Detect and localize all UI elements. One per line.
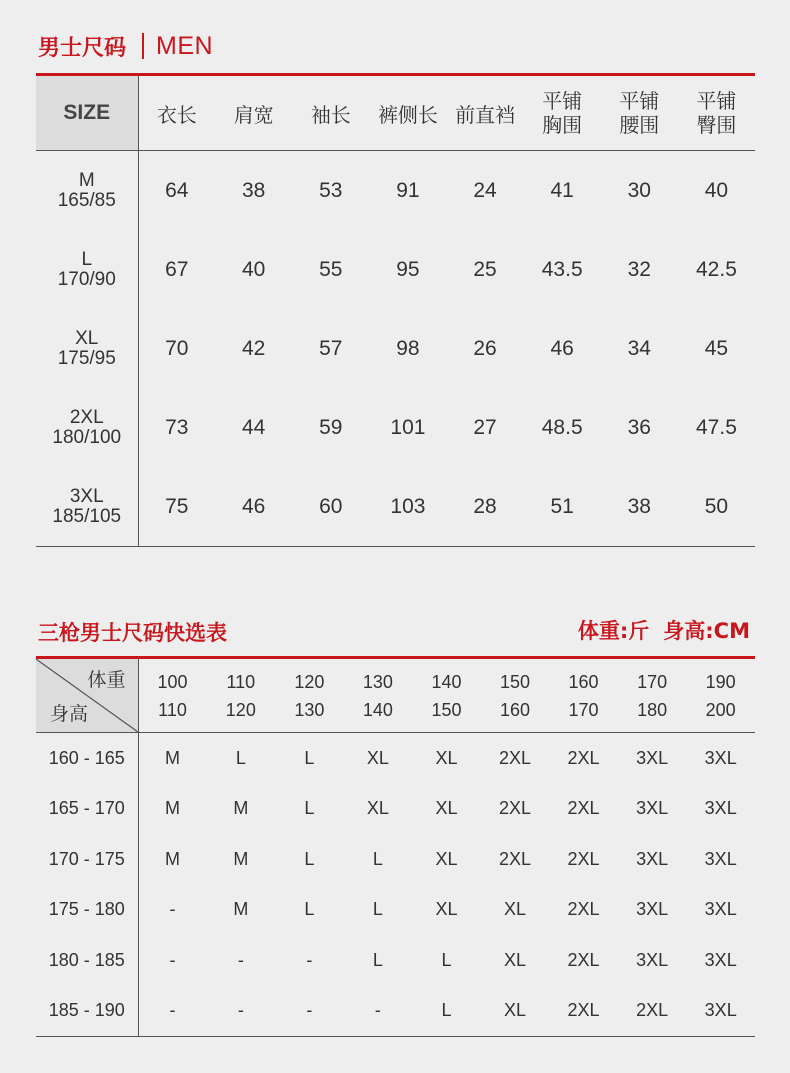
measure-cell: 45 — [704, 336, 729, 360]
weight-from: 170 — [637, 671, 668, 692]
size-cell: - — [237, 949, 244, 970]
size-cell: - — [207, 986, 276, 1037]
size-cell: XL — [481, 986, 550, 1037]
size-cell: XL — [366, 798, 389, 819]
table-row — [36, 834, 755, 885]
quick-chart-title: 三枪男士尺码快选表 — [38, 621, 227, 645]
table-row — [36, 388, 755, 467]
size-cell: XL — [366, 747, 389, 768]
size-cell: 3XL — [636, 949, 669, 970]
weight-range-header — [686, 659, 755, 733]
size-label: 2XL — [69, 406, 104, 428]
size-cell — [36, 309, 138, 388]
header-line: 平铺 — [619, 89, 660, 113]
size-cell: 2XL — [567, 798, 600, 819]
size-cell: 3XL — [704, 747, 737, 768]
size-cell: - — [138, 986, 207, 1037]
unit-legend — [578, 615, 750, 645]
size-cell: 2XL — [567, 747, 600, 768]
measure-cell: 95 — [396, 257, 420, 281]
size-cell: XL — [435, 747, 458, 768]
measure-cell: 28 — [447, 467, 524, 547]
size-cell: 2XL — [498, 798, 532, 819]
size-cell: 3XL — [636, 899, 669, 920]
body-spec: 180/100 — [52, 426, 122, 448]
weight-from: 130 — [362, 671, 393, 692]
men-size-table — [36, 76, 755, 547]
size-cell: 2XL — [567, 848, 600, 869]
measure-cell: 55 — [319, 257, 343, 281]
table-row — [36, 885, 755, 936]
size-cell: 3XL — [636, 747, 669, 768]
size-cell: - — [344, 986, 413, 1037]
size-cell: 2XL — [498, 848, 532, 869]
weight-to: 130 — [294, 699, 325, 720]
size-cell: XL — [435, 899, 458, 920]
measure-cell: 25 — [473, 257, 497, 281]
size-label: M — [78, 169, 95, 191]
header-line: 平铺 — [696, 89, 737, 113]
weight-from: 140 — [431, 671, 462, 692]
measure-cell: 67 — [165, 257, 189, 281]
measure-cell: 26 — [473, 336, 497, 360]
height-range-cell: 175 - 180 — [36, 885, 138, 936]
weight-to: 160 — [499, 699, 531, 720]
size-cell: XL — [435, 798, 458, 819]
header-line: 胸围 — [542, 113, 583, 137]
weight-to: 200 — [705, 699, 736, 720]
title-cn: 男士尺码 — [38, 35, 127, 61]
measure-cell: 40 — [242, 257, 266, 281]
table-row — [36, 309, 755, 388]
weight-to: 170 — [568, 699, 599, 720]
quick-size-table — [36, 659, 755, 1037]
measure-cell: 41 — [550, 178, 574, 202]
measure-header — [601, 76, 678, 151]
size-cell — [36, 151, 138, 231]
unit-height: 身高:CM — [663, 619, 750, 643]
weight-to: 110 — [158, 699, 187, 720]
weight-to: 140 — [362, 699, 393, 720]
measure-cell: 36 — [627, 415, 651, 439]
size-cell: 3XL — [636, 798, 669, 819]
weight-to: 120 — [225, 699, 256, 720]
weight-range-header — [344, 659, 413, 733]
size-cell: XL — [503, 949, 527, 970]
height-range-cell: 185 - 190 — [36, 986, 138, 1037]
weight-range-header — [481, 659, 550, 733]
height-range-cell: 160 - 165 — [36, 733, 138, 784]
measure-cell: 38 — [242, 178, 266, 202]
weight-range-header — [138, 659, 207, 733]
title-en: MEN — [156, 31, 214, 60]
body-spec: 165/85 — [57, 189, 116, 211]
measure-cell: 73 — [165, 415, 189, 439]
size-cell: 2XL — [549, 986, 618, 1037]
size-label: 3XL — [69, 485, 104, 507]
size-cell: XL — [503, 899, 527, 920]
weight-range-header — [412, 659, 481, 733]
size-cell: - — [275, 986, 344, 1037]
size-cell: M — [165, 848, 181, 869]
measure-header: 衣长 — [138, 76, 215, 151]
men-size-title — [38, 30, 213, 62]
corner-cell — [36, 659, 138, 733]
measure-cell: 103 — [369, 467, 446, 547]
size-cell: 2XL — [567, 899, 600, 920]
measure-header — [524, 76, 601, 151]
height-range-cell: 170 - 175 — [36, 834, 138, 885]
size-cell: - — [169, 899, 176, 920]
table-row — [36, 151, 755, 231]
body-spec: 185/105 — [52, 505, 122, 527]
size-cell: M — [233, 848, 249, 869]
size-cell: L — [304, 747, 315, 768]
measure-cell: 34 — [627, 336, 651, 360]
measure-header: 前直裆 — [447, 76, 524, 151]
size-cell: 3XL — [704, 798, 737, 819]
size-header: SIZE — [36, 76, 138, 151]
header-line: 平铺 — [542, 89, 583, 113]
size-cell: L — [372, 899, 383, 920]
size-cell: 3XL — [636, 848, 669, 869]
measure-cell: 30 — [627, 178, 651, 202]
size-cell: 3XL — [704, 949, 737, 970]
size-cell: M — [233, 798, 249, 819]
corner-height-label: 身高 — [50, 703, 89, 725]
measure-cell: 101 — [390, 415, 426, 439]
size-cell: - — [306, 949, 313, 970]
size-cell — [36, 230, 138, 309]
measure-header: 裤侧长 — [369, 76, 446, 151]
weight-from: 120 — [294, 671, 325, 692]
measure-cell: 48.5 — [541, 415, 583, 439]
size-cell: L — [412, 986, 481, 1037]
table-row — [36, 935, 755, 986]
size-cell: 3XL — [686, 986, 755, 1037]
height-range-cell: 180 - 185 — [36, 935, 138, 986]
measure-cell: 40 — [704, 178, 729, 202]
table-row — [36, 230, 755, 309]
size-cell: M — [165, 798, 181, 819]
measure-cell: 53 — [319, 178, 343, 202]
measure-header: 肩宽 — [215, 76, 292, 151]
size-cell: 3XL — [704, 848, 737, 869]
weight-from: 190 — [705, 671, 736, 692]
measure-cell: 50 — [678, 467, 755, 547]
size-cell: L — [304, 899, 315, 920]
size-table-header — [36, 76, 755, 151]
weight-range-header — [618, 659, 687, 733]
body-spec: 175/95 — [57, 347, 116, 369]
size-cell: M — [165, 747, 181, 768]
size-cell: L — [372, 848, 383, 869]
weight-range-header — [207, 659, 276, 733]
measure-cell: 51 — [524, 467, 601, 547]
size-cell — [36, 388, 138, 467]
measure-cell: 24 — [473, 178, 497, 202]
measure-cell: 42.5 — [696, 257, 737, 281]
measure-cell: 75 — [138, 467, 215, 547]
size-cell: M — [233, 899, 249, 920]
measure-cell: 46 — [215, 467, 292, 547]
size-cell: - — [169, 949, 176, 970]
measure-cell: 38 — [601, 467, 678, 547]
unit-weight: 体重:斤 — [577, 619, 650, 643]
weight-range-header — [275, 659, 344, 733]
corner-weight-label: 体重 — [87, 669, 126, 691]
size-cell: XL — [435, 848, 458, 869]
measure-cell: 43.5 — [541, 257, 583, 281]
table-row — [36, 986, 755, 1037]
weight-range-header — [549, 659, 618, 733]
title-divider — [142, 33, 144, 59]
weight-from: 150 — [499, 671, 531, 692]
header-line: 臀围 — [696, 113, 737, 137]
measure-cell: 44 — [242, 415, 266, 439]
measure-header: 袖长 — [292, 76, 369, 151]
weight-from: 100 — [157, 671, 188, 692]
measure-cell: 59 — [319, 415, 343, 439]
measure-cell: 57 — [319, 336, 343, 360]
measure-header — [678, 76, 755, 151]
measure-cell: 42 — [242, 336, 266, 360]
measure-cell: 98 — [396, 336, 420, 360]
measure-cell: 27 — [473, 415, 497, 439]
size-cell — [36, 467, 138, 547]
weight-from: 110 — [226, 671, 256, 692]
weight-from: 160 — [568, 671, 599, 692]
size-cell: L — [304, 848, 315, 869]
size-cell: 2XL — [618, 986, 687, 1037]
table-row — [36, 467, 755, 547]
measure-cell: 46 — [550, 336, 574, 360]
size-cell: L — [235, 747, 246, 768]
body-spec: 170/90 — [57, 268, 116, 290]
size-cell: L — [304, 798, 315, 819]
measure-cell: 64 — [165, 178, 189, 202]
quick-table-header — [36, 659, 755, 733]
height-range-cell: 165 - 170 — [36, 784, 138, 835]
measure-cell: 91 — [396, 178, 420, 202]
size-label: L — [81, 248, 93, 270]
size-cell: 3XL — [704, 899, 737, 920]
header-line: 腰围 — [619, 113, 660, 137]
weight-to: 150 — [431, 699, 462, 720]
table-row — [36, 784, 755, 835]
size-label: XL — [75, 327, 99, 349]
weight-to: 180 — [637, 699, 668, 720]
size-cell: L — [372, 949, 383, 970]
table-row — [36, 733, 755, 784]
measure-cell: 70 — [165, 336, 189, 360]
measure-cell: 47.5 — [696, 415, 737, 439]
size-cell: 2XL — [567, 949, 600, 970]
measure-cell: 32 — [627, 257, 651, 281]
size-cell: 2XL — [498, 747, 532, 768]
size-cell: L — [441, 949, 452, 970]
measure-cell: 60 — [292, 467, 369, 547]
